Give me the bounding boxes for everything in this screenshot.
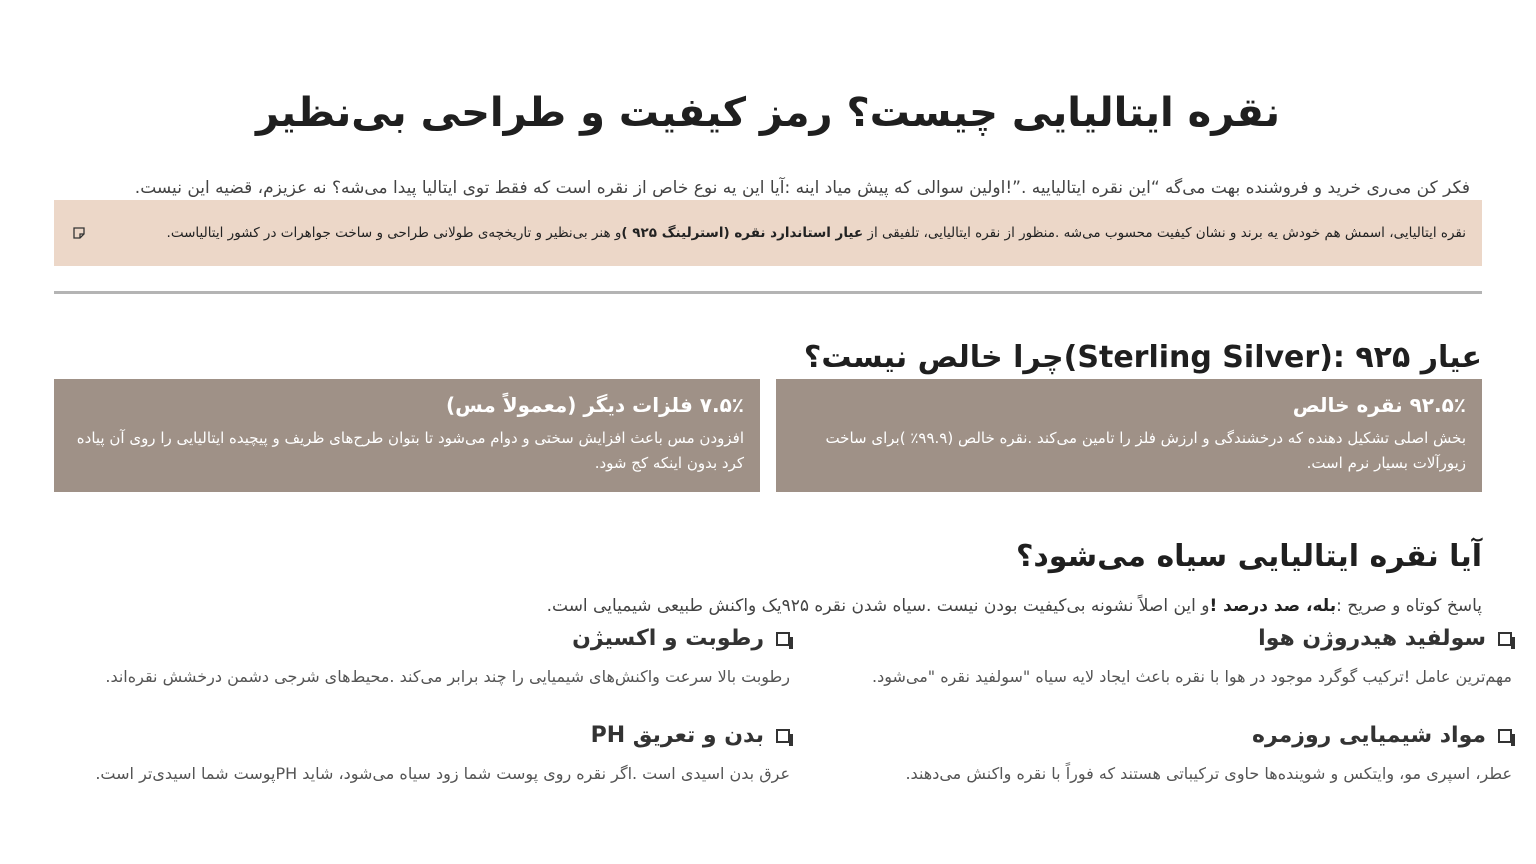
cause-daily-chemicals [792, 719, 1512, 787]
cause-title: رطوبت و اکسیژن [572, 626, 764, 651]
page-title: نقره ایتالیایی چیست؟ رمز کیفیت و طراحی بی‌نظیر [256, 89, 1280, 136]
answer-bold: بله، صد درصد ! [1209, 596, 1337, 616]
cause-text: عرق بدن اسیدی است .اگر نقره روی پوست شما زود سیاه می‌شود، شاید PHپوست شما اسیدی‌تر است. [95, 764, 790, 783]
callout-text-part2: و هنر بی‌نظیر و تاریخچه‌ی طولانی طراحی و ساخت جواهرات در کشور ایتالیاست. [166, 225, 622, 241]
cause-text: عطر، اسپری مو، وایتکس و شوینده‌ها حاوی ترکیباتی هستند که فوراً با نقره واکنش می‌دهند. [905, 764, 1512, 783]
callout-box [54, 200, 1482, 266]
card-pure-silver [776, 379, 1482, 492]
card-other-metals-title: ۷.۵٪ فلزات دیگر (معمولاً مس) [445, 393, 744, 417]
answer-suffix: و این اصلاً نشونه بی‌کیفیت بودن نیست .سیاه شدن نقره ۹۲۵یک واکنش طبیعی شیمیایی است. [546, 596, 1210, 616]
heading-tarnish-question: آیا نقره ایتالیایی سیاه می‌شود؟ [1015, 538, 1482, 574]
heading-sterling-silver: عیار ۹۲۵ :(Sterling Silver)چرا خالص نیست؟ [803, 339, 1482, 375]
callout-text [167, 225, 1466, 241]
card-pure-silver-title: ۹۲.۵٪ نقره خالص [1292, 393, 1466, 417]
answer-paragraph [547, 593, 1482, 619]
callout-text-bold: عیار استاندارد نقره (استرلینگ ۹۲۵ ) [621, 225, 864, 241]
cause-title: سولفید هیدروژن هوا [1258, 626, 1486, 651]
cause-text: رطوبت بالا سرعت واکنش‌های شیمیایی را چند برابر می‌کند .محیط‌های شرجی دشمن درخشش نقره‌اند. [105, 667, 790, 686]
cause-text: مهم‌ترین عامل !ترکیب گوگرد موجود در هوا با نقره باعث ایجاد لایه سیاه "سولفید نقره "می‌شود. [871, 667, 1512, 686]
answer-prefix: پاسخ کوتاه و صریح : [1336, 596, 1482, 616]
checkbox-icon [1498, 729, 1512, 743]
card-pure-silver-text: بخش اصلی تشکیل دهنده که درخشندگی و ارزش فلز را تامین می‌کند .نقره خالص (۹۹.۹٪ )برای ساخت زیورآلات بسیار نرم است. [825, 429, 1466, 472]
callout-text-part1: نقره ایتالیایی، اسمش هم خودش یه برند و نشان کیفیت محسوب می‌شه .منظور از نقره ایتالیایی، تلفیقی از [863, 225, 1466, 241]
cause-humidity-oxygen [70, 622, 790, 690]
note-icon [72, 226, 86, 240]
cause-title: بدن و تعریق PH [590, 723, 764, 748]
section-divider [54, 291, 1482, 294]
cause-body-ph [70, 719, 790, 787]
card-other-metals-text: افزودن مس باعث افزایش سختی و دوام می‌شود تا بتوان طرح‌های ظریف و پیچیده ایتالیایی را روی آن پیاده کرد بدون اینکه کج شود. [76, 429, 744, 472]
checkbox-icon [776, 632, 790, 646]
intro-paragraph: فکر کن می‌ری خرید و فروشنده بهت می‌گه “این نقره ایتالیاییه .”!اولین سوالی که پیش میاد اینه :آیا این یه نوع خاص از نقره است که فقط توی ایتالیا پیدا می‌شه؟ نه عزیزم، قضیه این نیست. [134, 178, 1470, 198]
card-other-metals [54, 379, 760, 492]
cause-hydrogen-sulfide [792, 622, 1512, 690]
checkbox-icon [1498, 632, 1512, 646]
checkbox-icon [776, 729, 790, 743]
cause-title: مواد شیمیایی روزمره [1252, 723, 1486, 748]
